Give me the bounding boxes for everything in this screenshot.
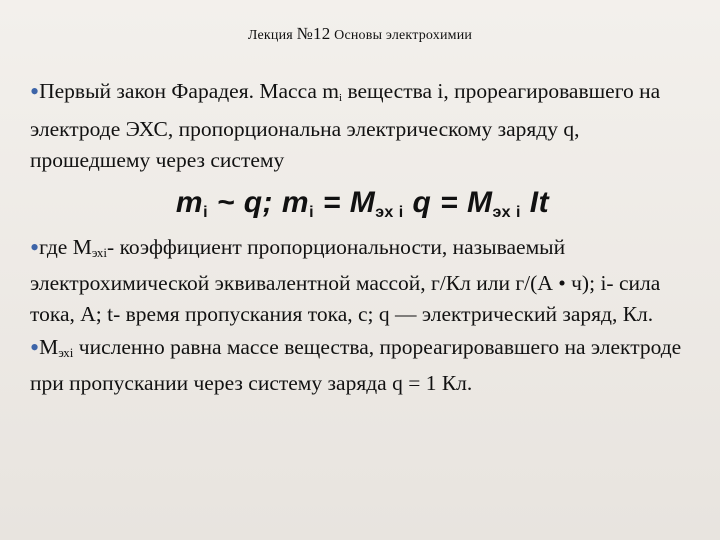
- f-t1: ~ q;: [208, 186, 282, 219]
- f-m1: m: [175, 186, 204, 219]
- lecture-label: Лекция: [247, 28, 293, 43]
- p1-sub-i: i: [339, 92, 343, 104]
- p3-text-a: M: [39, 335, 59, 359]
- definition-paragraph: [30, 232, 695, 330]
- p2-text-a: где M: [39, 235, 92, 259]
- f-s3: эх i: [375, 204, 404, 221]
- p2-text-b: - коэффициент пропорциональности, называемый электрохимической эквивалентной массой, г/Кл или г/(А • ч); i- сила тока, А; t- время пропускания тока, с; q — электрический заряд, Кл.: [30, 235, 661, 326]
- f-m2: m: [281, 186, 310, 219]
- p3-text-b: численно равна массе вещества, прореагировавшего на электроде при пропускании через систему заряда q = 1 Кл.: [30, 335, 682, 395]
- f-t3: q = M: [403, 186, 493, 219]
- slide-header: [0, 24, 720, 44]
- p1-i-char: i: [437, 79, 444, 103]
- f-t4: It: [520, 186, 550, 219]
- faraday-law-paragraph: [30, 76, 695, 176]
- f-s1: i: [203, 204, 209, 221]
- p3-sub: эхi: [58, 345, 74, 360]
- p1-text-b: вещества: [342, 79, 438, 103]
- f-s4: эх i: [492, 204, 521, 221]
- f-s2: i: [309, 204, 315, 221]
- lecture-number: №12: [296, 24, 331, 43]
- p1-text-c: , прореагировавшего на электроде ЭХС, пропорциональна электрическому заряду q, прошедшему через систему: [30, 79, 661, 172]
- f-t2: = M: [314, 186, 376, 219]
- bullet-icon: •: [30, 333, 40, 362]
- slide-content: [30, 76, 695, 399]
- meaning-paragraph: [30, 332, 695, 399]
- faraday-formula: [30, 186, 695, 222]
- p2-sub: эхi: [91, 245, 108, 260]
- bullet-icon: •: [30, 233, 40, 262]
- lecture-topic: Основы электрохимии: [334, 28, 473, 43]
- bullet-icon: •: [30, 77, 40, 106]
- p1-text-a: Первый закон Фарадея. Масса m: [39, 79, 340, 103]
